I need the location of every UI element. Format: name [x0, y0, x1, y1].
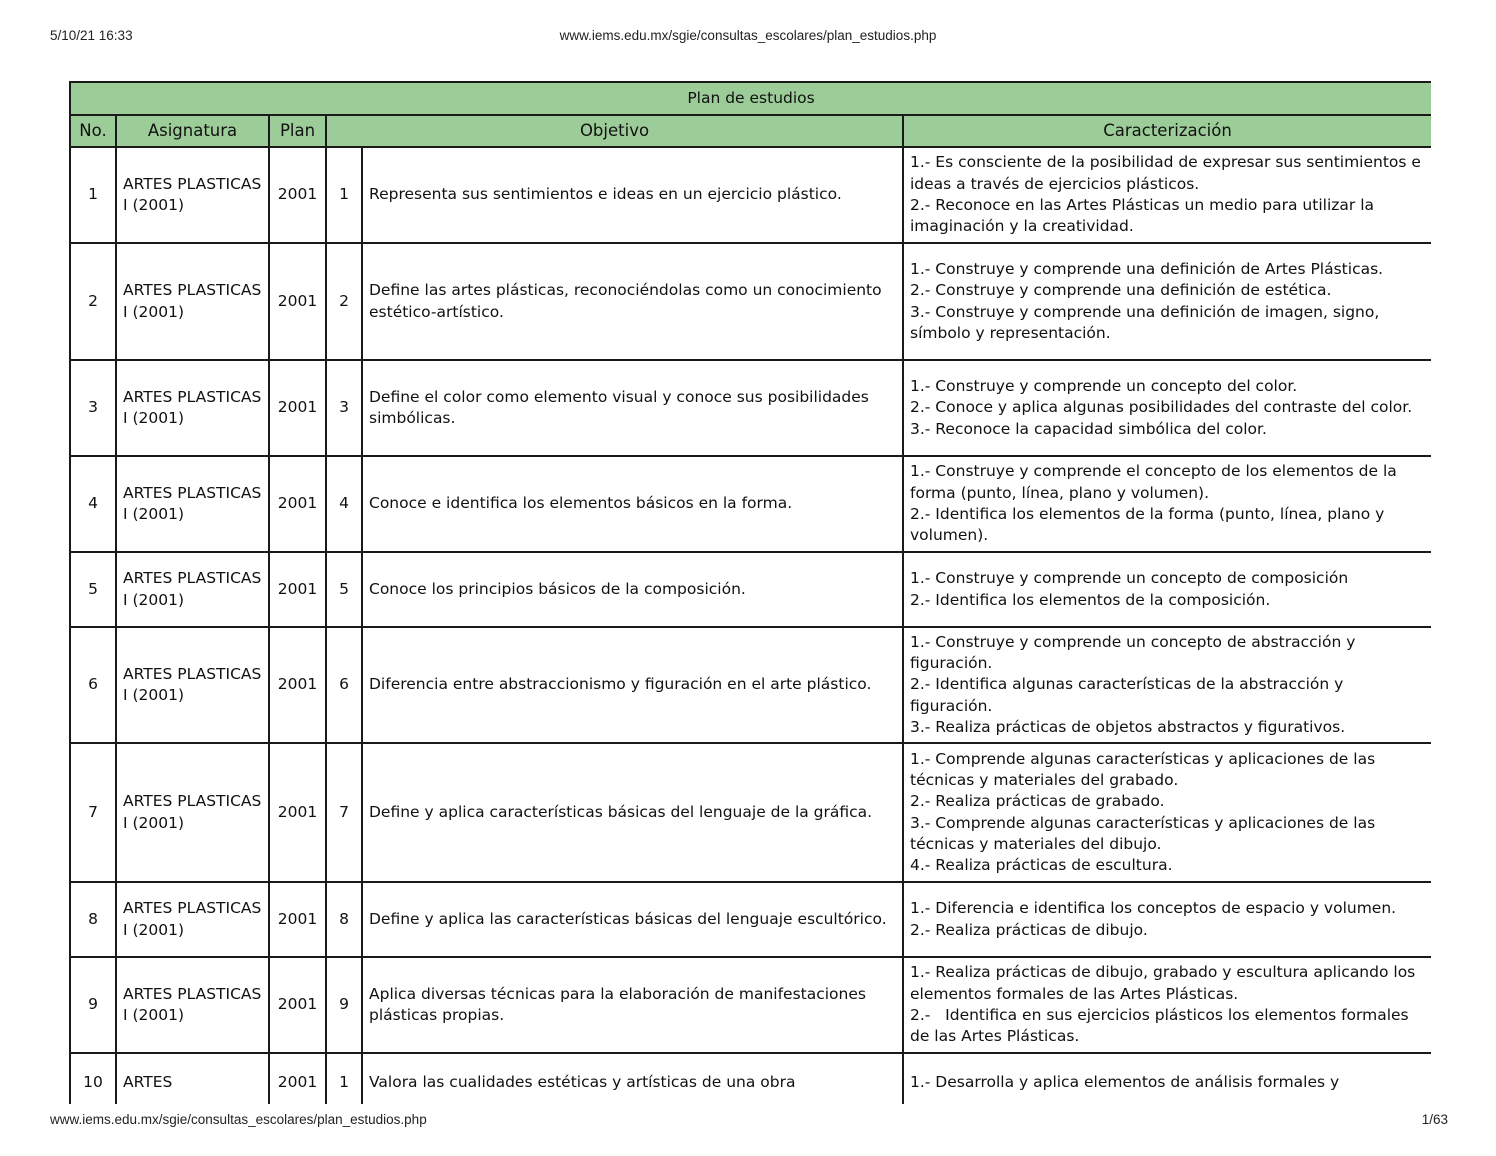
cell-plan: 2001 — [269, 882, 326, 957]
caracterizacion-item: 2.- Realiza prácticas de dibujo. — [910, 920, 1148, 939]
cell-asignatura: ARTES PLASTICAS I (2001) — [116, 957, 269, 1053]
print-footer-url: www.iems.edu.mx/sgie/consultas_escolares/plan_estudios.php — [50, 1112, 427, 1127]
cell-objetivo-number: 1 — [326, 1053, 362, 1104]
cell-objetivo: Define y aplica las características básicas del lenguaje escultórico. — [362, 882, 903, 957]
cell-caracterizacion — [903, 360, 1431, 456]
caracterizacion-item: 1.- Comprende algunas características y aplicaciones de las técnicas y materiales del grabado. — [910, 749, 1381, 789]
cell-objetivo: Define las artes plásticas, reconociéndolas como un conocimiento estético-artístico. — [362, 243, 903, 360]
column-header-caracterizacion: Caracterización — [903, 115, 1431, 147]
cell-no: 7 — [70, 743, 116, 882]
cell-plan: 2001 — [269, 360, 326, 456]
column-header-no: No. — [70, 115, 116, 147]
caracterizacion-item: 1.- Construye y comprende un concepto de composición — [910, 569, 1349, 588]
cell-no: 5 — [70, 552, 116, 627]
table-title: Plan de estudios — [70, 82, 1431, 115]
cell-plan: 2001 — [269, 957, 326, 1053]
caracterizacion-item: 2.- Identifica algunas características de la abstracción y figuración. — [910, 675, 1349, 715]
cell-plan: 2001 — [269, 743, 326, 882]
caracterizacion-item: 2.- Identifica los elementos de la composición. — [910, 590, 1271, 609]
print-header-url: www.iems.edu.mx/sgie/consultas_escolares/plan_estudios.php — [559, 28, 937, 43]
caracterizacion-item: 3.- Construye y comprende una definición de imagen, signo, símbolo y representación. — [910, 302, 1385, 342]
caracterizacion-item: 1.- Es consciente de la posibilidad de expresar sus sentimientos e ideas a través de ejercicios plásticos. — [910, 153, 1426, 193]
table-row — [70, 147, 1431, 243]
cell-objetivo: Representa sus sentimientos e ideas en un ejercicio plástico. — [362, 147, 903, 243]
table-row — [70, 882, 1431, 957]
plan-de-estudios-table — [69, 81, 1431, 1104]
cell-plan: 2001 — [269, 147, 326, 243]
cell-objetivo: Diferencia entre abstraccionismo y figuración en el arte plástico. — [362, 627, 903, 743]
cell-objetivo: Valora las cualidades estéticas y artísticas de una obra — [362, 1053, 903, 1104]
caracterizacion-item: 2.- Reconoce en las Artes Plásticas un medio para utilizar la imaginación y la creatividad. — [910, 196, 1379, 236]
cell-plan: 2001 — [269, 627, 326, 743]
cell-asignatura: ARTES — [116, 1053, 269, 1104]
cell-objetivo: Define el color como elemento visual y conoce sus posibilidades simbólicas. — [362, 360, 903, 456]
cell-objetivo-number: 2 — [326, 243, 362, 360]
caracterizacion-item: 2.- Identifica en sus ejercicios plásticos los elementos formales de las Artes Plásticas. — [910, 1006, 1414, 1046]
caracterizacion-item: 1.- Construye y comprende el concepto de los elementos de la forma (punto, línea, plano y volumen). — [910, 462, 1402, 502]
caracterizacion-item: 3.- Realiza prácticas de objetos abstractos y figurativos. — [910, 717, 1346, 736]
table-header-row — [70, 115, 1431, 147]
table-title-row — [70, 82, 1431, 115]
cell-caracterizacion — [903, 147, 1431, 243]
cell-plan: 2001 — [269, 456, 326, 552]
caracterizacion-item: 1.- Construye y comprende una definición de Artes Plásticas. — [910, 259, 1384, 278]
cell-objetivo: Conoce los principios básicos de la composición. — [362, 552, 903, 627]
cell-no: 3 — [70, 360, 116, 456]
caracterizacion-item: 2.- Realiza prácticas de grabado. — [910, 792, 1165, 811]
cell-asignatura: ARTES PLASTICAS I (2001) — [116, 243, 269, 360]
cell-no: 1 — [70, 147, 116, 243]
caracterizacion-item: 1.- Construye y comprende un concepto de abstracción y figuración. — [910, 632, 1361, 673]
cell-objetivo: Aplica diversas técnicas para la elaboración de manifestaciones plásticas propias. — [362, 957, 903, 1053]
table-row — [70, 360, 1431, 456]
cell-caracterizacion — [903, 743, 1431, 882]
cell-asignatura: ARTES PLASTICAS I (2001) — [116, 627, 269, 743]
cell-plan: 2001 — [269, 1053, 326, 1104]
caracterizacion-item: 1.- Realiza prácticas de dibujo, grabado y escultura aplicando los elementos formales de las Artes Plásticas. — [910, 963, 1421, 1003]
cell-caracterizacion — [903, 627, 1431, 743]
column-header-plan: Plan — [269, 115, 326, 147]
cell-plan: 2001 — [269, 243, 326, 360]
caracterizacion-item: 2.- Identifica los elementos de la forma (punto, línea, plano y volumen). — [910, 505, 1390, 545]
cell-objetivo-number: 3 — [326, 360, 362, 456]
caracterizacion-item: 3.- Comprende algunas características y aplicaciones de las técnicas y materiales del dibujo. — [910, 813, 1381, 853]
table-row — [70, 957, 1431, 1053]
caracterizacion-item: 1.- Diferencia e identifica los conceptos de espacio y volumen. — [910, 899, 1397, 918]
cell-no: 8 — [70, 882, 116, 957]
table-row — [70, 243, 1431, 360]
cell-caracterizacion — [903, 957, 1431, 1053]
table-row — [70, 552, 1431, 627]
caracterizacion-item: 1.- Desarrolla y aplica elementos de análisis formales y — [910, 1073, 1340, 1092]
print-datetime: 5/10/21 16:33 — [50, 28, 133, 43]
caracterizacion-item: 2.- Conoce y aplica algunas posibilidades del contraste del color. — [910, 398, 1413, 417]
cell-asignatura: ARTES PLASTICAS I (2001) — [116, 456, 269, 552]
page-number: 1/63 — [1421, 1112, 1448, 1127]
caracterizacion-item: 3.- Reconoce la capacidad simbólica del color. — [910, 419, 1267, 438]
caracterizacion-item: 4.- Realiza prácticas de escultura. — [910, 856, 1173, 875]
cell-caracterizacion — [903, 882, 1431, 957]
cell-objetivo-number: 8 — [326, 882, 362, 957]
cell-caracterizacion — [903, 552, 1431, 627]
cell-objetivo-number: 7 — [326, 743, 362, 882]
cell-asignatura: ARTES PLASTICAS I (2001) — [116, 147, 269, 243]
cell-objetivo-number: 4 — [326, 456, 362, 552]
table-row — [70, 743, 1431, 882]
table-row — [70, 1053, 1431, 1104]
cell-objetivo-number: 5 — [326, 552, 362, 627]
cell-asignatura: ARTES PLASTICAS I (2001) — [116, 552, 269, 627]
cell-caracterizacion — [903, 243, 1431, 360]
cell-caracterizacion — [903, 456, 1431, 552]
table-body — [70, 147, 1431, 1104]
cell-objetivo-number: 1 — [326, 147, 362, 243]
cell-no: 9 — [70, 957, 116, 1053]
cell-objetivo: Conoce e identifica los elementos básicos en la forma. — [362, 456, 903, 552]
cell-objetivo-number: 9 — [326, 957, 362, 1053]
cell-asignatura: ARTES PLASTICAS I (2001) — [116, 743, 269, 882]
cell-no: 4 — [70, 456, 116, 552]
cell-caracterizacion — [903, 1053, 1431, 1104]
cell-plan: 2001 — [269, 552, 326, 627]
caracterizacion-item: 1.- Construye y comprende un concepto del color. — [910, 377, 1298, 396]
column-header-objetivo: Objetivo — [326, 115, 903, 147]
table-row — [70, 456, 1431, 552]
cell-asignatura: ARTES PLASTICAS I (2001) — [116, 360, 269, 456]
cell-no: 6 — [70, 627, 116, 743]
cell-no: 2 — [70, 243, 116, 360]
cell-asignatura: ARTES PLASTICAS I (2001) — [116, 882, 269, 957]
cell-objetivo: Define y aplica características básicas del lenguaje de la gráfica. — [362, 743, 903, 882]
plan-table-container — [69, 81, 1431, 1104]
cell-objetivo-number: 6 — [326, 627, 362, 743]
caracterizacion-item: 2.- Construye y comprende una definición de estética. — [910, 281, 1332, 300]
column-header-asignatura: Asignatura — [116, 115, 269, 147]
table-row — [70, 627, 1431, 743]
cell-no: 10 — [70, 1053, 116, 1104]
